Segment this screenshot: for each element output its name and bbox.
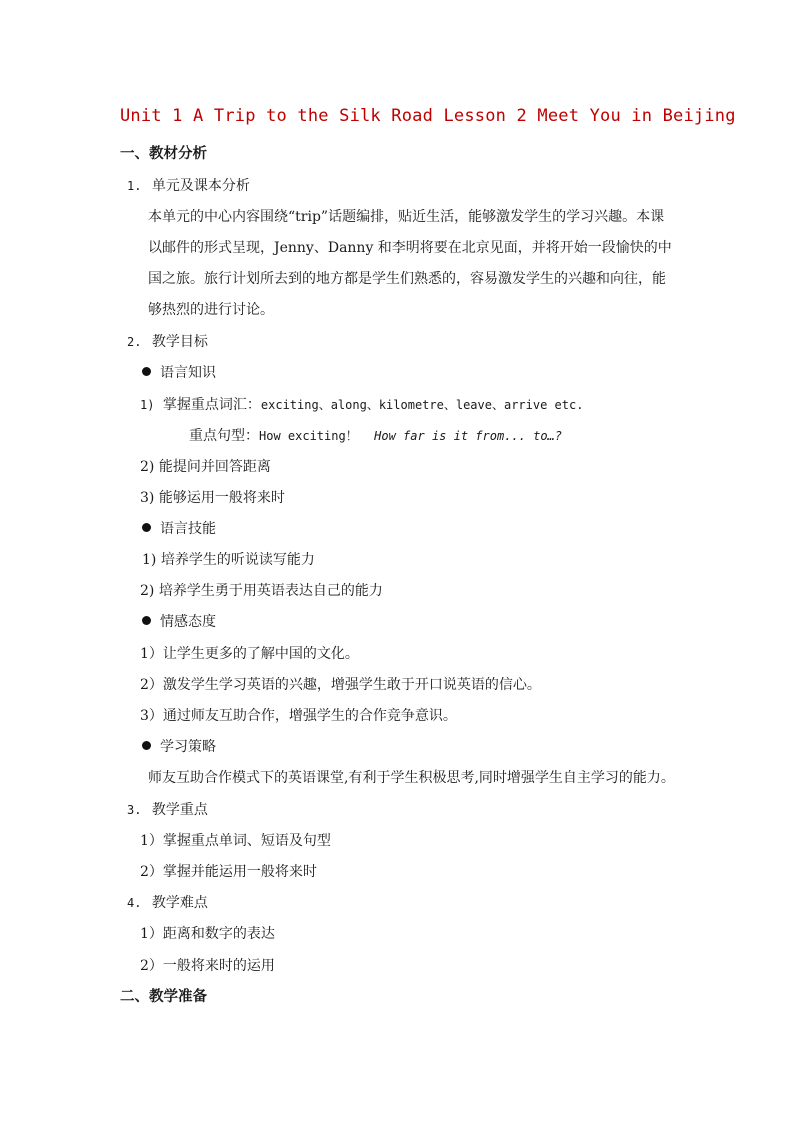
item-number: 4. xyxy=(127,896,142,910)
key-sentence-label: 重点句型： xyxy=(189,428,259,444)
key-vocab-label: 掌握重点词汇： xyxy=(162,397,261,413)
bullet-label: 情感态度 xyxy=(160,614,216,630)
item-number: 1. xyxy=(127,179,142,193)
item-4 xyxy=(127,894,208,912)
bullet-icon xyxy=(142,741,151,750)
item-title: 单元及课本分析 xyxy=(151,178,250,194)
item-2 xyxy=(127,333,208,351)
key-sentence-line xyxy=(189,427,562,445)
list-item: 3) 能够运用一般将来时 xyxy=(140,490,285,506)
bullet-icon xyxy=(142,367,151,376)
list-item: 3）通过师友互助合作，增强学生的合作竞争意识。 xyxy=(140,708,457,724)
list-item: 1）让学生更多的了解中国的文化。 xyxy=(140,646,359,662)
list-item: 2）激发学生学习英语的兴趣，增强学生敢于开口说英语的信心。 xyxy=(140,677,541,693)
section-heading-preparation: 二、教学准备 xyxy=(120,988,207,1005)
item-number: 3. xyxy=(127,803,142,817)
bullet-icon xyxy=(142,523,151,532)
list-item: 2) 培养学生勇于用英语表达自己的能力 xyxy=(140,583,383,599)
list-item: 1）掌握重点单词、短语及句型 xyxy=(140,833,331,849)
item-title: 教学目标 xyxy=(151,334,208,350)
key-vocab-words: exciting、along、kilometre、leave、arrive etc. xyxy=(260,398,584,412)
document-title: Unit 1 A Trip to the Silk Road Lesson 2 Meet You in Beijing xyxy=(120,106,736,126)
item-1 xyxy=(127,177,250,195)
item-title: 教学重点 xyxy=(151,802,208,818)
list-item: 2）一般将来时的运用 xyxy=(140,958,275,974)
key-vocab-line xyxy=(140,396,583,414)
list-item: 2) 能提问并回答距离 xyxy=(140,459,271,475)
bullet-label: 语言知识 xyxy=(160,365,216,381)
bullet-attitude xyxy=(142,613,216,631)
item-3 xyxy=(127,801,208,819)
key-sentence-example: How exciting！ xyxy=(259,429,358,443)
section-heading-analysis: 一、教材分析 xyxy=(120,145,207,162)
bullet-language-skills xyxy=(142,520,216,538)
item-number: 2. xyxy=(127,335,142,349)
bullet-language-knowledge xyxy=(142,364,216,382)
bullet-learning-strategy xyxy=(142,738,216,756)
list-number: 1) xyxy=(140,398,155,412)
item-title: 教学难点 xyxy=(151,895,208,911)
unit-analysis-paragraph: 本单元的中心内容围绕“trip”话题编排，贴近生活，能够激发学生的学习兴趣。本课以邮件的形式呈现，Jenny、Danny 和李明将要在北京见面，并将开始一段愉快的中国之旅。旅行计划所去到的地方都是学生们熟悉的，容易激发学生的兴趣和向往，能够热烈的进行讨论。 xyxy=(148,209,672,318)
strategy-paragraph: 师友互助合作模式下的英语课堂,有利于学生积极思考,同时增强学生自主学习的能力。 xyxy=(148,770,675,786)
bullet-label: 学习策略 xyxy=(160,739,216,755)
key-sentence-pattern: How far is it from... to…? xyxy=(374,429,562,443)
list-item: 1) 培养学生的听说读写能力 xyxy=(142,552,315,568)
list-item: 1）距离和数字的表达 xyxy=(140,926,275,942)
bullet-label: 语言技能 xyxy=(160,521,216,537)
bullet-icon xyxy=(142,616,151,625)
list-item: 2）掌握并能运用一般将来时 xyxy=(140,864,317,880)
